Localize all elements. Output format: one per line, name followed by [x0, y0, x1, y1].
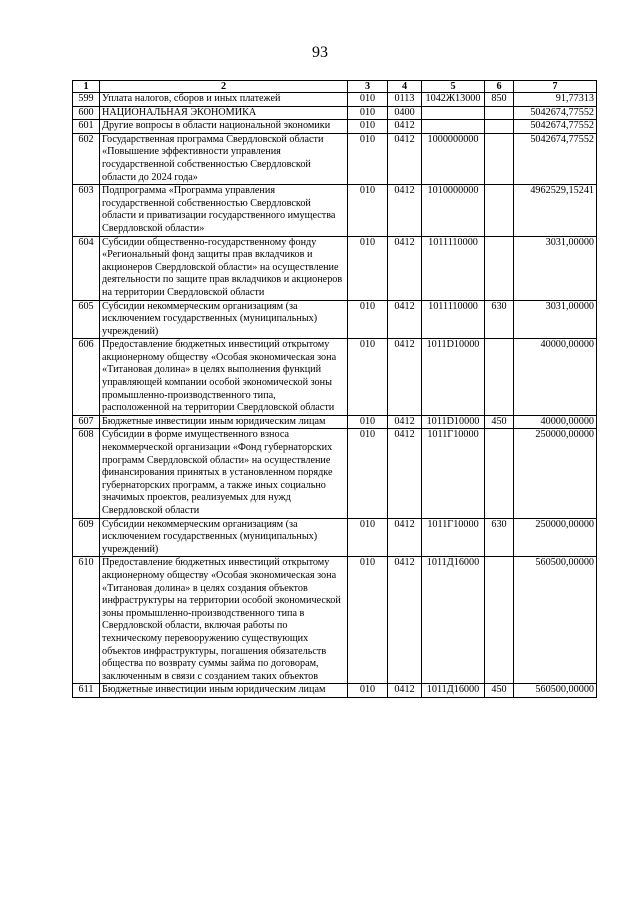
row-number: 607: [73, 415, 100, 429]
row-code-target: 1011110000: [422, 236, 485, 300]
row-name: Бюджетные инвестиции иным юридическим лицам: [100, 415, 348, 429]
row-code-section: 0412: [388, 300, 422, 339]
row-code-admin: 010: [348, 185, 388, 236]
row-amount: 3031,00000: [514, 236, 597, 300]
row-code-expense: [485, 236, 514, 300]
row-name: Субсидии общественно-государственному фонду «Региональный фонд защиты прав вкладчиков и акционеров Свердловской области» на осуществление деятельности по защите прав вкладчиков и акционеров на территории Свердловской области: [100, 236, 348, 300]
table-row: [73, 133, 597, 184]
row-code-admin: 010: [348, 684, 388, 698]
row-code-section: 0412: [388, 339, 422, 416]
table-row: [73, 429, 597, 518]
row-name: Предоставление бюджетных инвестиций открытому акционерному обществу «Особая экономическая зона «Титановая долина» в целях выполнения функций управляющей компании особой экономической зоны промышленно-производственного типа, расположенной на территории Свердловской области: [100, 339, 348, 416]
table-row: [73, 185, 597, 236]
table-row: [73, 518, 597, 557]
row-code-expense: 630: [485, 518, 514, 557]
row-amount: 250000,00000: [514, 429, 597, 518]
table-row: [73, 106, 597, 120]
row-code-target: 1011D10000: [422, 415, 485, 429]
row-code-admin: 010: [348, 133, 388, 184]
table-row: [73, 300, 597, 339]
row-code-target: 1011Г10000: [422, 518, 485, 557]
row-name: Другие вопросы в области национальной экономики: [100, 120, 348, 134]
row-code-target: 1000000000: [422, 133, 485, 184]
row-number: 609: [73, 518, 100, 557]
row-code-expense: [485, 185, 514, 236]
row-code-expense: 450: [485, 684, 514, 698]
row-code-expense: 450: [485, 415, 514, 429]
header-row: [73, 81, 597, 93]
row-code-expense: [485, 133, 514, 184]
row-code-section: 0412: [388, 557, 422, 684]
row-amount: 560500,00000: [514, 557, 597, 684]
row-number: 599: [73, 93, 100, 107]
row-code-section: 0412: [388, 684, 422, 698]
row-amount: 250000,00000: [514, 518, 597, 557]
row-number: 600: [73, 106, 100, 120]
row-code-target: 1011Д16000: [422, 557, 485, 684]
row-amount: 5042674,77552: [514, 106, 597, 120]
row-code-target: 1042Ж13000: [422, 93, 485, 107]
row-code-section: 0412: [388, 133, 422, 184]
row-code-section: 0412: [388, 518, 422, 557]
row-code-target: 1011Г10000: [422, 429, 485, 518]
row-code-target: [422, 106, 485, 120]
row-amount: 5042674,77552: [514, 120, 597, 134]
row-code-expense: [485, 339, 514, 416]
row-code-expense: [485, 120, 514, 134]
row-code-target: 1011D10000: [422, 339, 485, 416]
header-cell: 3: [348, 81, 388, 93]
row-code-section: 0400: [388, 106, 422, 120]
table-row: [73, 120, 597, 134]
row-code-admin: 010: [348, 557, 388, 684]
row-number: 608: [73, 429, 100, 518]
row-name: Уплата налогов, сборов и иных платежей: [100, 93, 348, 107]
row-code-expense: [485, 106, 514, 120]
row-code-target: 1011Д16000: [422, 684, 485, 698]
row-code-admin: 010: [348, 415, 388, 429]
row-code-admin: 010: [348, 236, 388, 300]
page-number: 93: [312, 44, 328, 61]
row-name: Бюджетные инвестиции иным юридическим лицам: [100, 684, 348, 698]
row-code-section: 0412: [388, 429, 422, 518]
table-row: [73, 557, 597, 684]
row-code-target: 1011110000: [422, 300, 485, 339]
row-name: Субсидии некоммерческим организациям (за исключением государственных (муниципальных) учреждений): [100, 518, 348, 557]
table-row: [73, 339, 597, 416]
header-cell: 2: [100, 81, 348, 93]
header-cell: 1: [73, 81, 100, 93]
row-name: НАЦИОНАЛЬНАЯ ЭКОНОМИКА: [100, 106, 348, 120]
row-code-admin: 010: [348, 120, 388, 134]
row-number: 610: [73, 557, 100, 684]
row-code-expense: [485, 557, 514, 684]
row-code-section: 0412: [388, 236, 422, 300]
row-code-section: 0412: [388, 185, 422, 236]
row-code-expense: 850: [485, 93, 514, 107]
row-code-admin: 010: [348, 106, 388, 120]
row-number: 611: [73, 684, 100, 698]
header-cell: 4: [388, 81, 422, 93]
row-name: Государственная программа Свердловской области «Повышение эффективности управления государственной собственностью Свердловской области до 2024 года»: [100, 133, 348, 184]
row-amount: 560500,00000: [514, 684, 597, 698]
row-code-section: 0113: [388, 93, 422, 107]
row-code-target: [422, 120, 485, 134]
row-code-admin: 010: [348, 429, 388, 518]
row-code-admin: 010: [348, 93, 388, 107]
row-number: 605: [73, 300, 100, 339]
row-number: 604: [73, 236, 100, 300]
row-number: 601: [73, 120, 100, 134]
header-cell: 6: [485, 81, 514, 93]
row-amount: 3031,00000: [514, 300, 597, 339]
header-cell: 7: [514, 81, 597, 93]
row-code-admin: 010: [348, 518, 388, 557]
row-code-expense: 630: [485, 300, 514, 339]
table-row: [73, 93, 597, 107]
row-number: 606: [73, 339, 100, 416]
row-number: 603: [73, 185, 100, 236]
row-number: 602: [73, 133, 100, 184]
row-code-section: 0412: [388, 415, 422, 429]
row-name: Подпрограмма «Программа управления государственной собственностью Свердловской области и приватизации государственного имущества Свердловской области»: [100, 185, 348, 236]
table-row: [73, 236, 597, 300]
row-amount: 40000,00000: [514, 415, 597, 429]
table-row: [73, 415, 597, 429]
row-amount: 4962529,15241: [514, 185, 597, 236]
budget-table: [72, 80, 597, 698]
row-code-admin: 010: [348, 300, 388, 339]
row-amount: 91,77313: [514, 93, 597, 107]
row-name: Предоставление бюджетных инвестиций открытому акционерному обществу «Особая экономическая зона «Титановая долина» в целях создания объектов инфраструктуры на территории особой экономической зоны промышленно-производственного типа в Свердловской области, включая работы по техническому перевооружению существующих объектов инфраструктуры, погашения обязательств общества по возврату суммы займа по договорам, заключенным в связи с созданием таких объектов: [100, 557, 348, 684]
header-cell: 5: [422, 81, 485, 93]
table-row: [73, 684, 597, 698]
row-amount: 40000,00000: [514, 339, 597, 416]
row-code-expense: [485, 429, 514, 518]
row-name: Субсидии некоммерческим организациям (за исключением государственных (муниципальных) учреждений): [100, 300, 348, 339]
row-code-target: 1010000000: [422, 185, 485, 236]
row-name: Субсидии в форме имущественного взноса некоммерческой организации «Фонд губернаторских программ Свердловской области» на осуществление финансирования принятых в установленном порядке губернаторских программ, а также иных социально значимых проектов, реализуемых для нужд Свердловской области: [100, 429, 348, 518]
row-amount: 5042674,77552: [514, 133, 597, 184]
row-code-section: 0412: [388, 120, 422, 134]
row-code-admin: 010: [348, 339, 388, 416]
